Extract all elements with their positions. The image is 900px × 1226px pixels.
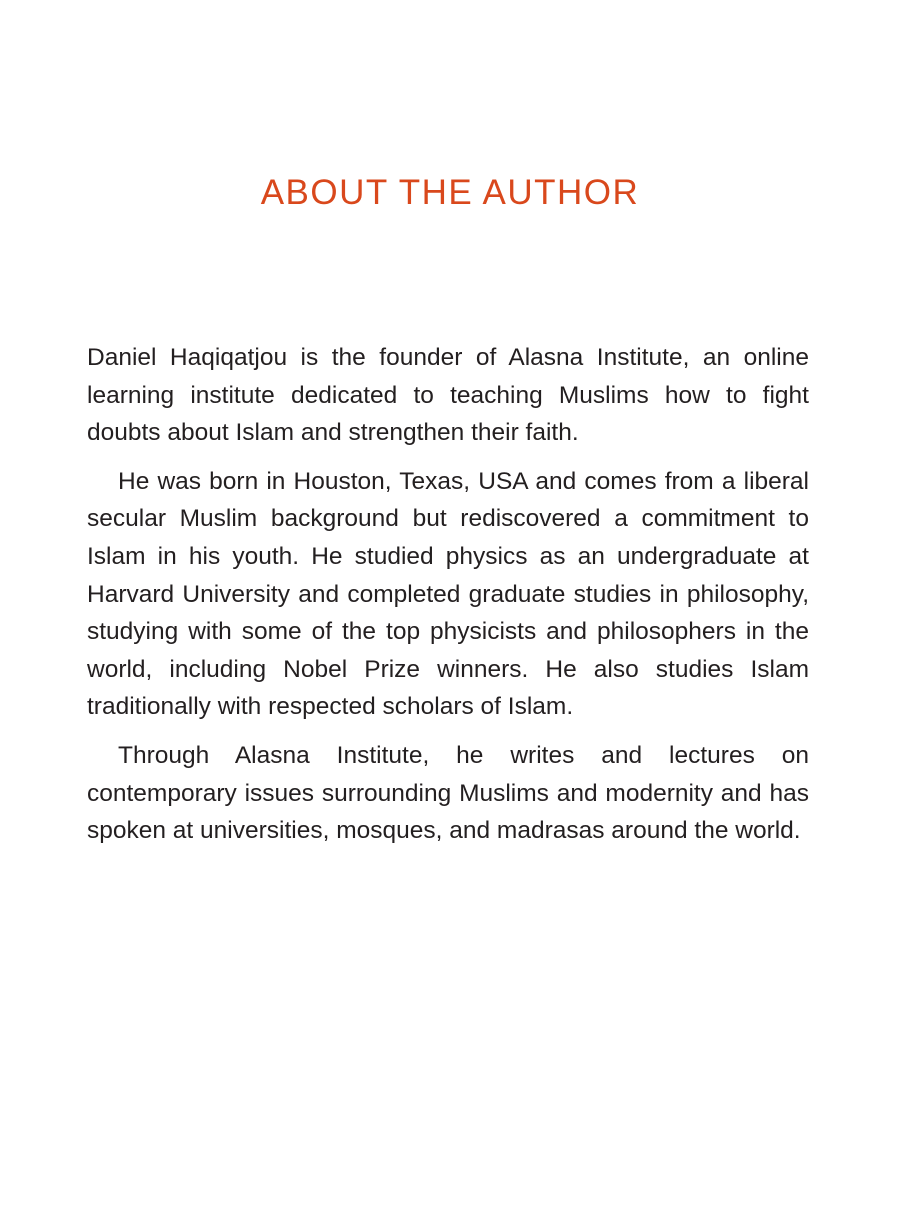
page-title: ABOUT THE AUTHOR — [260, 173, 640, 212]
bio-paragraph-1: Daniel Haqiqatjou is the founder of Alasna Institute, an online learning institute dedicated to teaching Muslims how to fight doubts about Islam and strengthen their faith. — [87, 344, 809, 447]
bio-paragraph-3: Through Alasna Institute, he writes and lectures on contemporary issues surrounding Muslims and modernity and has spoken at universities, mosques, and madrasas around the world. — [87, 741, 809, 845]
bio-paragraph-2: He was born in Houston, Texas, USA and comes from a liberal secular Muslim background but rediscovered a commitment to Islam in his youth. He studied physics as an undergraduate at Harvard University and completed graduate studies in philosophy, studying with some of the top physicists and philosophers in the world, including Nobel Prize winners. He also studies Islam traditionally with respected scholars of Islam. — [87, 467, 809, 721]
author-bio — [87, 339, 809, 861]
